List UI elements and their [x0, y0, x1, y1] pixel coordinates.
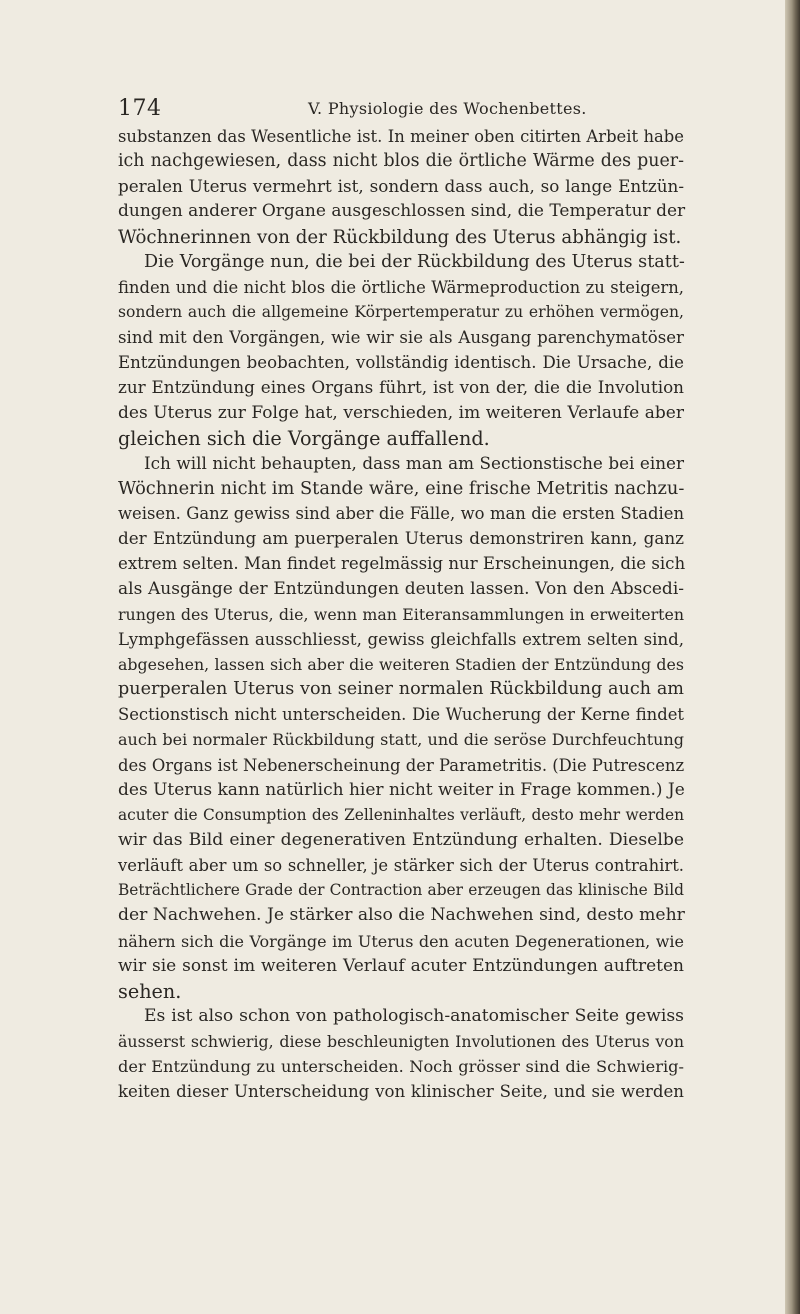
- text-line: des Organs ist Nebenerscheinung der Parametritis. (Die Putrescenz: [118, 755, 685, 775]
- running-title: V. Physiologie des Wochenbettes.: [308, 99, 587, 118]
- text-line: als Ausgänge der Entzündungen deuten lassen. Von den Abscedi-: [118, 578, 684, 599]
- text-line: der Entzündung am puerperalen Uterus demonstriren kann, ganz: [118, 528, 684, 549]
- text-line: extrem selten. Man findet regelmässig nur Erscheinungen, die sich: [118, 554, 686, 574]
- text-line: keiten dieser Unterscheidung von klinischer Seite, und sie werden: [118, 1082, 684, 1102]
- page-number: 174: [118, 96, 162, 121]
- text-line: der Entzündung zu unterscheiden. Noch grösser sind die Schwierig-: [118, 1057, 684, 1077]
- text-line: dungen anderer Organe ausgeschlossen sind, die Temperatur der: [118, 201, 686, 222]
- text-line: abgesehen, lassen sich aber die weiteren Stadien der Entzündung des: [118, 654, 684, 674]
- text-line: zur Entzündung eines Organs führt, ist von der, die die Involution: [118, 377, 684, 398]
- text-line: sehen.: [118, 979, 182, 1003]
- text-line: auch bei normaler Rückbildung statt, und die seröse Durchfeuchtung: [118, 730, 684, 750]
- text-line: acuter die Consumption des Zelleninhaltes verläuft, desto mehr werden: [118, 805, 684, 824]
- text-line: finden und die nicht blos die örtliche Wärmeproduction zu steigern,: [118, 277, 684, 297]
- text-line: verläuft aber um so schneller, je stärker sich der Uterus contrahirt.: [118, 856, 684, 876]
- text-line: weisen. Ganz gewiss sind aber die Fälle, wo man die ersten Stadien: [118, 504, 684, 524]
- text-line: rungen des Uterus, die, wenn man Eiteransammlungen in erweiterten: [118, 604, 684, 624]
- text-line: Die Vorgänge nun, die bei der Rückbildung des Uterus statt-: [144, 251, 685, 272]
- body-text: [118, 124, 684, 1104]
- text-line: substanzen das Wesentliche ist. In meiner oben citirten Arbeit habe: [118, 127, 684, 146]
- text-line: ich nachgewiesen, dass nicht blos die örtliche Wärme des puer-: [118, 151, 684, 172]
- text-line: der Nachwehen. Je stärker also die Nachwehen sind, desto mehr: [118, 905, 685, 926]
- text-line: des Uterus zur Folge hat, verschieden, im weiteren Verlaufe aber: [118, 402, 684, 423]
- text-line: sind mit den Vorgängen, wie wir sie als Ausgang parenchymatöser: [118, 328, 684, 348]
- text-line: Lymphgefässen ausschliesst, gewiss gleichfalls extrem selten sind,: [118, 629, 684, 649]
- text-line: wir das Bild einer degenerativen Entzündung erhalten. Dieselbe: [118, 829, 684, 850]
- text-line: peralen Uterus vermehrt ist, sondern dass auch, so lange Entzün-: [118, 176, 684, 197]
- page-header: [118, 96, 678, 126]
- text-line: puerperalen Uterus von seiner normalen Rückbildung auch am: [118, 679, 684, 700]
- text-line: des Uterus kann natürlich hier nicht weiter in Frage kommen.) Je: [118, 779, 685, 800]
- text-line: äusserst schwierig, diese beschleunigten Involutionen des Uterus von: [118, 1032, 684, 1052]
- text-line: Ich will nicht behaupten, dass man am Sectionstische bei einer: [144, 452, 684, 473]
- text-line: sondern auch die allgemeine Körpertemperatur zu erhöhen vermögen,: [118, 302, 684, 321]
- text-line: wir sie sonst im weiteren Verlauf acuter Entzündungen auftreten: [118, 955, 684, 976]
- text-line: nähern sich die Vorgänge im Uterus den acuten Degenerationen, wie: [118, 931, 684, 951]
- page-edge: [785, 0, 800, 1314]
- text-line: Wöchnerinnen von der Rückbildung des Uterus abhängig ist.: [118, 226, 682, 248]
- text-line: Sectionstisch nicht unterscheiden. Die Wucherung der Kerne findet: [118, 705, 684, 725]
- text-line: Entzündungen beobachten, vollständig identisch. Die Ursache, die: [118, 353, 684, 373]
- text-line: Es ist also schon von pathologisch-anatomischer Seite gewiss: [144, 1005, 684, 1026]
- text-line: Beträchtlichere Grade der Contraction aber erzeugen das klinische Bild: [118, 881, 684, 900]
- text-line: gleichen sich die Vorgänge auffallend.: [118, 426, 490, 450]
- text-line: Wöchnerin nicht im Stande wäre, eine frische Metritis nachzu-: [118, 477, 685, 499]
